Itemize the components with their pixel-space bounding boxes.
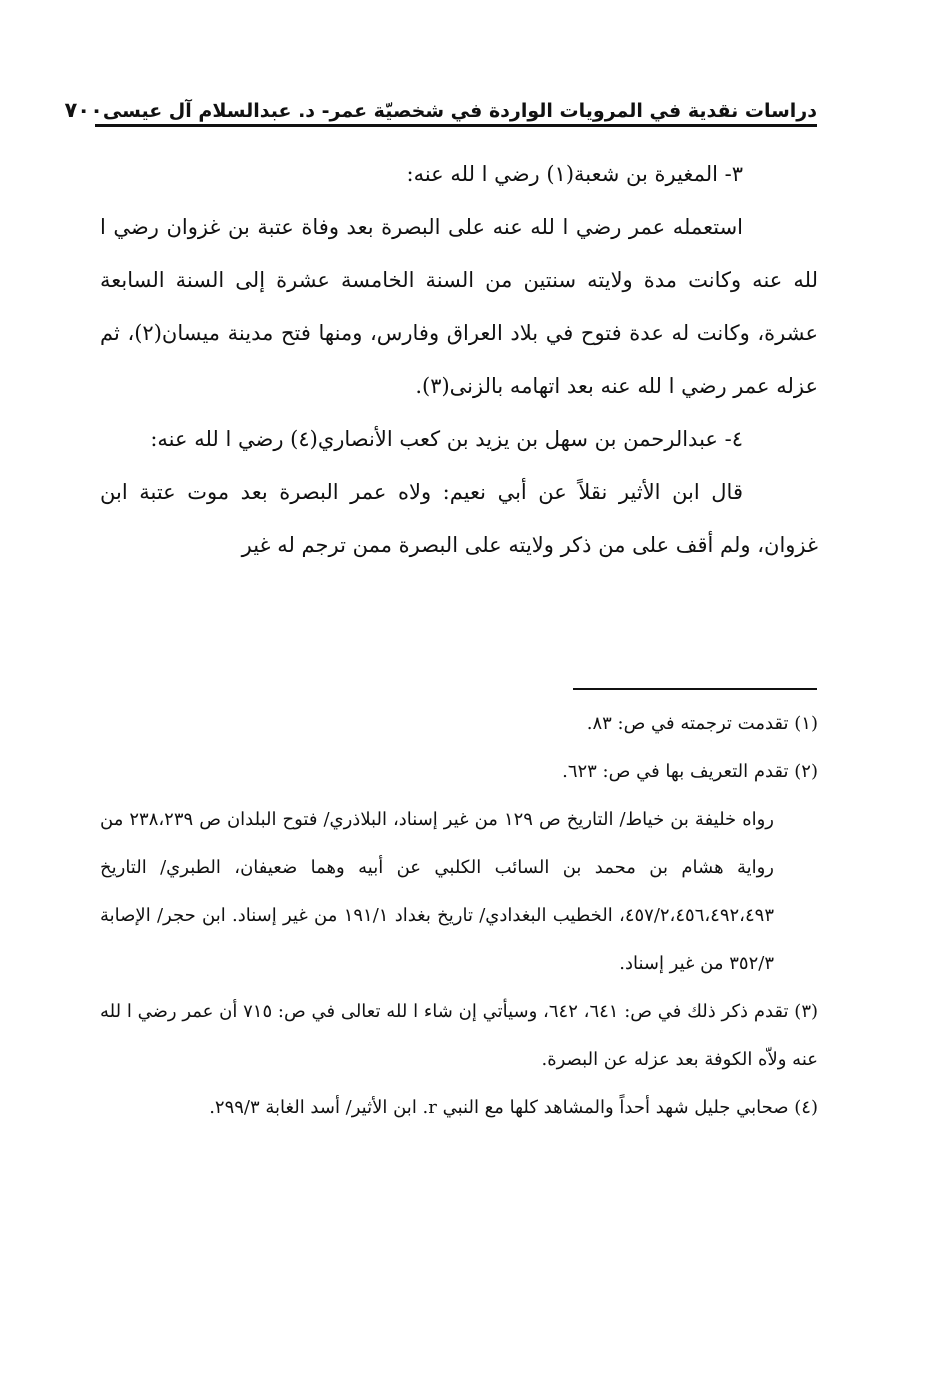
main-text: [100, 148, 818, 572]
footnotes: [100, 700, 818, 1132]
footnote-2: (٢) تقدم التعريف بها في ص: ٦٢٣.: [562, 761, 818, 782]
item-3-paragraph: استعمله عمر رضي ا لله عنه على البصرة بعد وفاة عتبة بن غزوان رضي ا لله عنه وكانت مدة ولايته سنتين من السنة الخامسة عشرة إلى السنة السابعة عشرة، وكانت له عدة فتوح في بلاد العراق وفارس، ومنها فتح مدينة ميسان(٢)، ثم عزله عمر رضي ا لله عنه بعد اتهامه بالزنى(٣).: [100, 215, 819, 398]
footnote-3: (٣) تقدم ذكر ذلك في ص: ٦٤١، ٦٤٢، وسيأتي إن شاء ا لله تعالى في ص: ٧١٥ أن عمر رضي ا لله عنه ولاّه الكوفة بعد عزله عن البصرة.: [100, 1001, 819, 1070]
page-number: ٧٠٠: [64, 98, 103, 122]
footnote-1: (١) تقدمت ترجمته في ص: ٨٣.: [586, 713, 818, 734]
header-title: دراسات نقدية في المرويات الواردة في شخصيّة عمر- د. عبدالسلام آل عيسى: [102, 100, 817, 122]
item-4-heading: ٤- عبدالرحمن بن سهل بن يزيد بن كعب الأنصاري(٤) رضي ا لله عنه:: [150, 427, 743, 451]
footnote-separator: [573, 688, 817, 690]
running-header: [64, 82, 817, 122]
item-3-heading: ٣- المغيرة بن شعبة(١) رضي ا لله عنه:: [406, 162, 743, 186]
footnote-2-continued: رواه خليفة بن خياط/ التاريخ ص ١٢٩ من غير إسناد، البلاذري/ فتوح البلدان ص ٢٣٨،٢٣٩ من رواية هشام بن محمد بن السائب الكلبي عن أبيه وهما ضعيفان، الطبري/ التاريخ ٤٥٧/٢،٤٥٦،٤٩٢،٤٩٣، الخطيب البغدادي/ تاريخ بغداد ١٩١/١ من غير إسناد. ابن حجر/ الإصابة ٣٥٢/٣ من غير إسناد.: [100, 809, 775, 974]
item-4-paragraph: قال ابن الأثير نقلاً عن أبي نعيم: ولاه عمر البصرة بعد موت عتبة ابن غزوان، ولم أقف على من ذكر ولايته على البصرة ممن ترجم له غير: [100, 480, 818, 557]
footnote-4: (٤) صحابي جليل شهد أحداً والمشاهد كلها مع النبي r. ابن الأثير/ أسد الغابة ٢٩٩/٣.: [209, 1097, 818, 1118]
header-rule: [95, 124, 817, 127]
